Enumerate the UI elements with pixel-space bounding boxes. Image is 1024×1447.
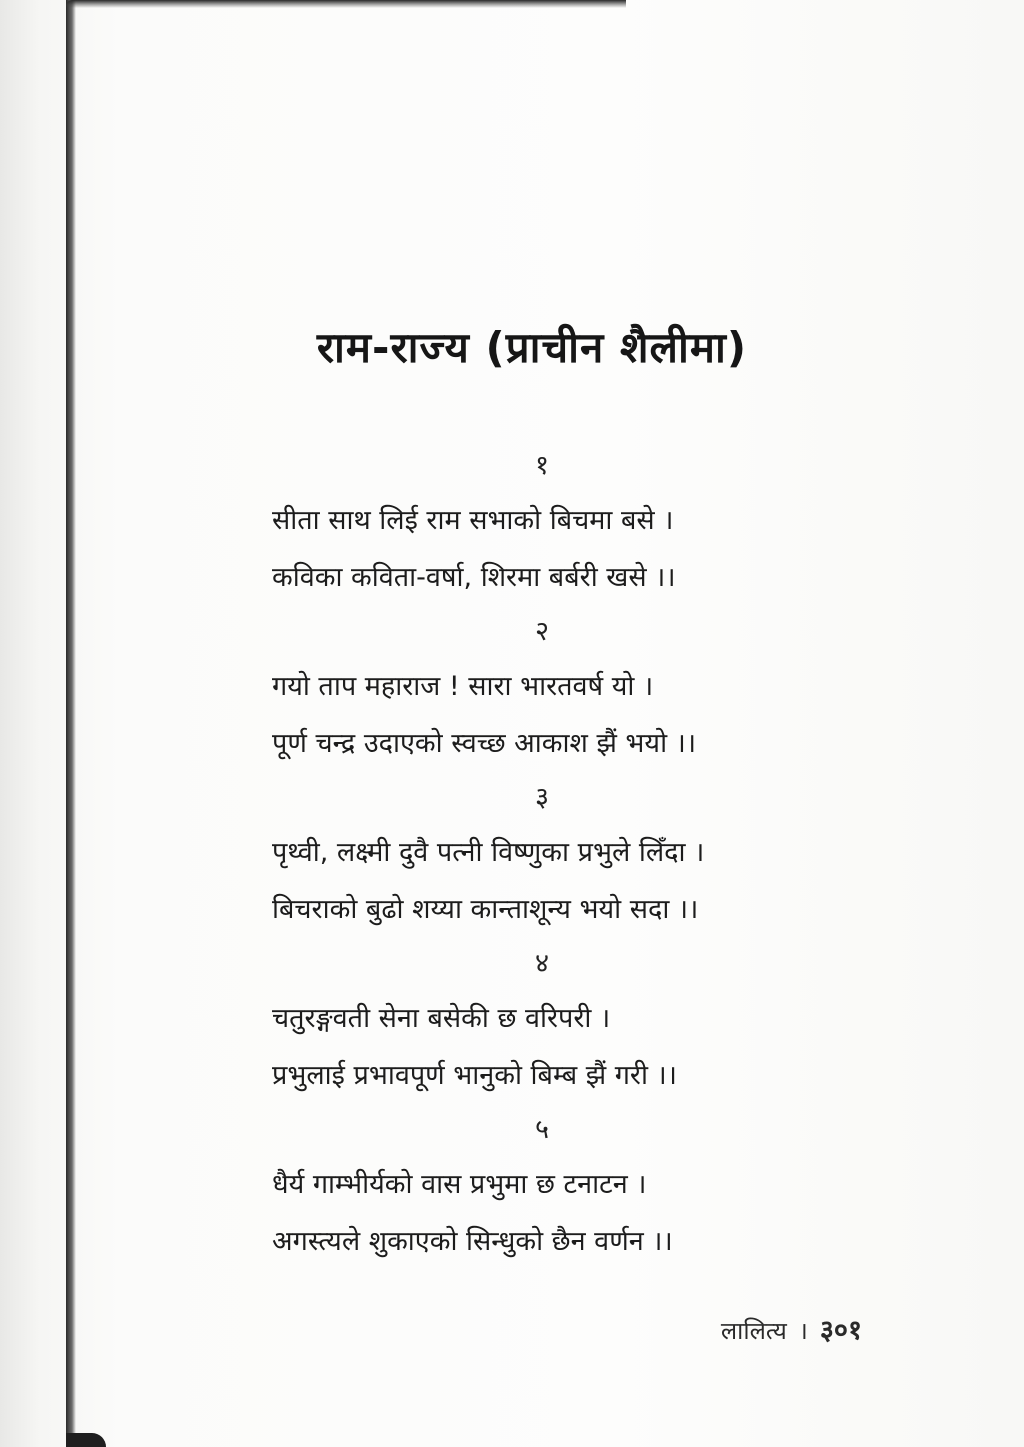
verse-line: पृथ्वी, लक्ष्मी दुवै पत्नी विष्णुका प्रभुले लिँदा । bbox=[272, 837, 705, 868]
poem-title: राम-राज्य (प्राचीन शैलीमा) bbox=[316, 323, 748, 372]
verse-line: अगस्त्यले शुकाएको सिन्धुको छैन वर्णन ।। bbox=[272, 1226, 673, 1257]
page-top-edge bbox=[66, 0, 626, 8]
verse-line: प्रभुलाई प्रभावपूर्ण भानुको बिम्ब झैं गरी ।। bbox=[272, 1060, 678, 1091]
stanza-3 bbox=[272, 772, 852, 938]
stanza-number: १ bbox=[534, 450, 550, 481]
footer-separator: । bbox=[798, 1317, 808, 1345]
verse-line: धैर्य गाम्भीर्यको वास प्रभुमा छ टनाटन । bbox=[272, 1169, 647, 1200]
poem-body bbox=[272, 440, 852, 1270]
stanza-number: २ bbox=[534, 616, 550, 647]
verse-line: कविका कविता-वर्षा, शिरमा बर्बरी खसे ।। bbox=[272, 562, 676, 593]
page-bottom-corner bbox=[66, 1433, 106, 1447]
footer-book-title: लालित्य bbox=[720, 1317, 787, 1345]
verse-line: सीता साथ लिई राम सभाको बिचमा बसे । bbox=[272, 505, 674, 536]
stanza-number: ५ bbox=[534, 1114, 550, 1145]
stanza-number: ३ bbox=[534, 782, 550, 813]
stanza-2 bbox=[272, 606, 852, 772]
stanza-4 bbox=[272, 938, 852, 1104]
page-number: ३०१ bbox=[819, 1315, 862, 1346]
stanza-5 bbox=[272, 1104, 852, 1270]
verse-line: बिचराको बुढो शय्या कान्ताशून्य भयो सदा ।। bbox=[272, 894, 699, 925]
verse-line: गयो ताप महाराज ! सारा भारतवर्ष यो । bbox=[272, 671, 654, 702]
book-spine-shadow bbox=[66, 0, 76, 1447]
verse-line: चतुरङ्गवती सेना बसेकी छ वरिपरी । bbox=[272, 1003, 611, 1034]
stanza-1 bbox=[272, 440, 852, 606]
page-footer bbox=[721, 1310, 862, 1347]
stanza-number: ४ bbox=[534, 948, 550, 979]
verse-line: पूर्ण चन्द्र उदाएको स्वच्छ आकाश झैं भयो ।। bbox=[272, 728, 697, 759]
